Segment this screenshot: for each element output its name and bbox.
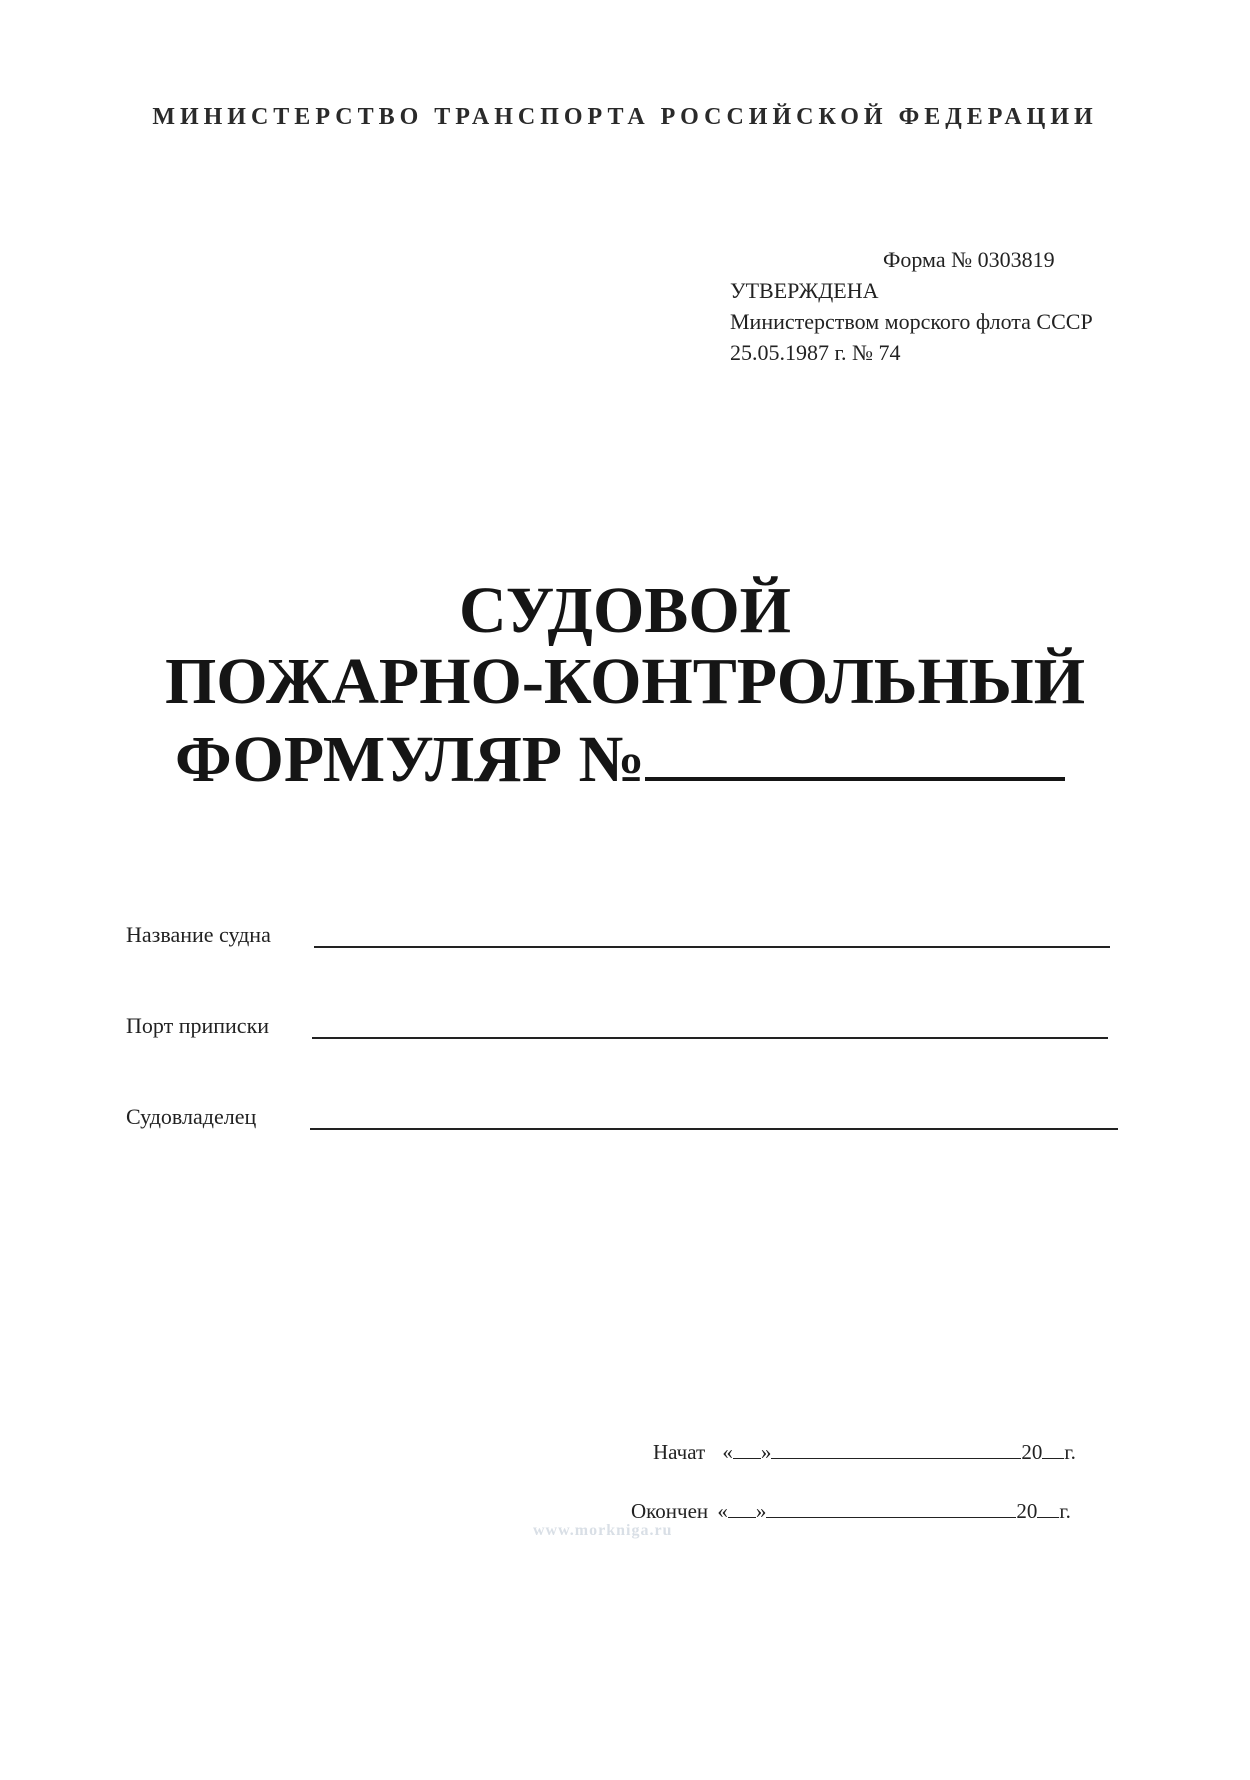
home-port-row (126, 1013, 269, 1039)
owner-line[interactable] (310, 1128, 1118, 1130)
form-number: Форма № 0303819 (883, 247, 1055, 272)
formular-number-blank[interactable] (645, 717, 1065, 781)
home-port-label: Порт приписки (126, 1013, 270, 1038)
started-year-suffix: г. (1064, 1440, 1076, 1464)
title-line-2: ПОЖАРНО-КОНТРОЛЬНЫЙ (164, 645, 1086, 718)
finished-month-blank[interactable] (766, 1499, 1016, 1518)
finished-row (631, 1499, 1071, 1524)
finished-year-blank[interactable] (1037, 1499, 1059, 1518)
owner-label: Судовладелец (126, 1104, 257, 1129)
finished-close-quote: » (755, 1499, 767, 1523)
finished-label: Окончен (631, 1499, 709, 1523)
vessel-name-label: Название судна (126, 922, 271, 947)
started-year-prefix: 20 (1021, 1440, 1043, 1464)
started-day-blank[interactable] (733, 1440, 761, 1459)
vessel-name-line[interactable] (314, 946, 1110, 948)
finished-year-suffix: г. (1059, 1499, 1071, 1523)
home-port-line[interactable] (312, 1037, 1108, 1039)
started-row (653, 1440, 1076, 1465)
title-line-3 (0, 717, 1250, 795)
finished-year-prefix: 20 (1016, 1499, 1038, 1523)
started-close-quote: » (760, 1440, 772, 1464)
vessel-name-row (126, 922, 271, 948)
started-month-blank[interactable] (771, 1440, 1021, 1459)
started-year-blank[interactable] (1042, 1440, 1064, 1459)
title-line-1: СУДОВОЙ (459, 574, 791, 647)
title-line-3-text: ФОРМУЛЯР № (175, 723, 645, 796)
approval-status: УТВЕРЖДЕНА (730, 278, 879, 303)
approval-block (730, 244, 1170, 368)
ministry-header: МИНИСТЕРСТВО ТРАНСПОРТА РОССИЙСКОЙ ФЕДЕРАЦИИ (152, 104, 1098, 130)
approval-date: 25.05.1987 г. № 74 (730, 340, 901, 365)
owner-row (126, 1104, 256, 1130)
watermark: www.morkniga.ru (533, 1522, 673, 1539)
started-open-quote: « (722, 1440, 733, 1464)
approval-authority: Министерством морского флота СССР (730, 309, 1093, 334)
started-label: Начат (653, 1440, 706, 1464)
finished-open-quote: « (717, 1499, 728, 1523)
document-title (0, 575, 1250, 795)
finished-day-blank[interactable] (728, 1499, 756, 1518)
